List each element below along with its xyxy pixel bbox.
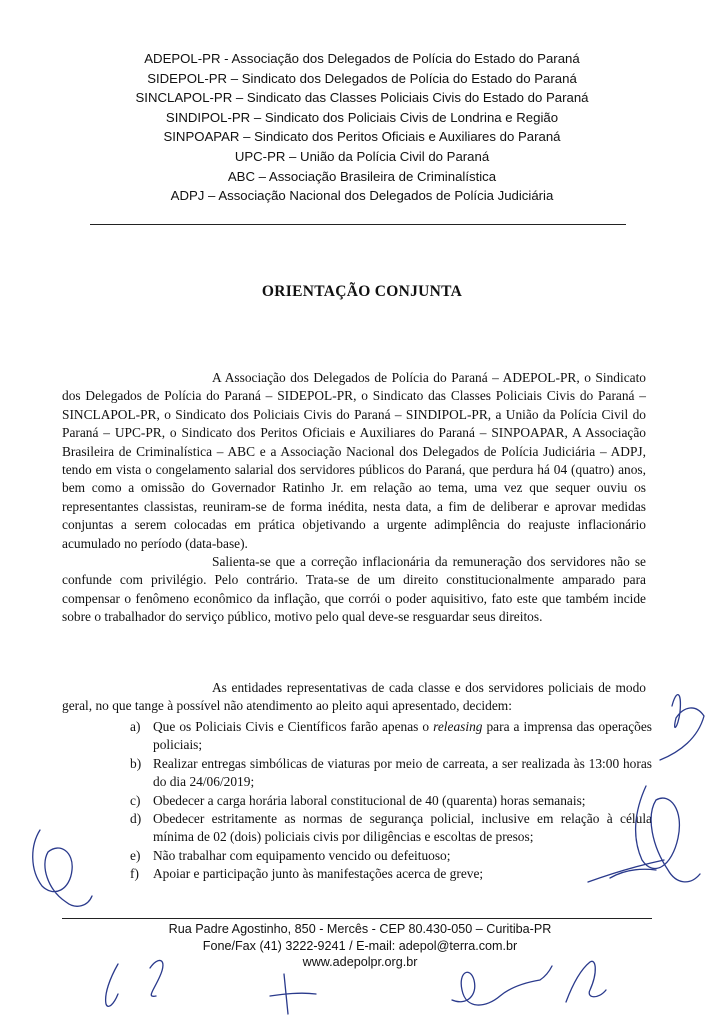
paragraph-salienta: Salienta-se que a correção inflacionária da remuneração dos servidores não se confunde com privilégio. Pelo contrário. Trata-se de um direito constitucionalmente amparado para compensar o fenômeno econômico da inflação, que corrói o poder aquisitivo, fato este que também incide sobre o trabalhador do serviço público, motivo pelo qual deve-se resguardar seus direitos.: [62, 554, 646, 625]
list-marker: d): [130, 811, 142, 827]
intro-paragraph-block: [62, 369, 646, 627]
decision-list: [62, 718, 652, 884]
list-marker: f): [130, 866, 139, 882]
initial-right-margin: [660, 695, 704, 760]
paragraph-decidem: As entidades representativas de cada classe e dos servidores policiais de modo geral, no que tange à possível não atendimento ao pleito aqui apresentado, decidem:: [62, 680, 646, 714]
letterhead-line-sinclapol: SINCLAPOL-PR – Sindicato das Classes Policiais Civis do Estado do Paraná: [135, 90, 589, 106]
letterhead-line-sidepol: SIDEPOL-PR – Sindicato dos Delegados de Polícia do Estado do Paraná: [147, 70, 577, 86]
footer-website: www.adepolpr.org.br: [302, 955, 418, 970]
header-divider: [90, 224, 626, 225]
list-marker: b): [130, 755, 142, 771]
initial-bottom-cross: [270, 974, 316, 1014]
footer-divider: [62, 918, 652, 919]
footer-address: Rua Padre Agostinho, 850 - Mercês - CEP 80.430-050 – Curitiba-PR: [168, 922, 552, 936]
letterhead-line-abc: ABC – Associação Brasileira de Criminalística: [227, 168, 497, 184]
letterhead-line-adepol: ADEPOL-PR - Associação dos Delegados de Polícia do Estado do Paraná: [144, 51, 580, 66]
initial-bottom-signature: [452, 966, 552, 1005]
list-item: e) Não trabalhar com equipamento vencido ou defeituoso;: [62, 847, 652, 865]
list-marker: e): [130, 847, 141, 863]
letterhead: [60, 49, 664, 206]
footer: [150, 921, 570, 971]
list-item: a) Que os Policiais Civis e Científicos farão apenas o releasing para a imprensa das operações policiais;: [130, 719, 653, 753]
letterhead-line-adpj: ADPJ – Associação Nacional dos Delegados de Polícia Judiciária: [170, 188, 554, 204]
decision-paragraph-block: [62, 679, 646, 716]
letterhead-line-sindipol: SINDIPOL-PR – Sindicato dos Policiais Civis de Londrina e Região: [165, 109, 559, 125]
list-item: b) Realizar entregas simbólicas de viaturas por meio de carreata, a ser realizada às 13:00 horas do dia 24/06/2019;: [130, 755, 652, 790]
list-item: f) Apoiar e participação junto às manifestações acerca de greve;: [62, 865, 652, 883]
paragraph-intro: A Associação dos Delegados de Polícia do Paraná – ADEPOL-PR, o Sindicato dos Delegados de Polícia do Paraná – SIDEPOL-PR, o Sindicato das Classes Policiais Civis do Paraná – SINCLAPOL-PR, o Sindicato dos Policiais Civis do Paraná – SINDIPOL-PR, a União da Polícia Civil do Paraná – UPC-PR, o Sindicato dos Peritos Oficiais e Auxiliares do Paraná – SINPOAPAR, A Associação Brasileira de Criminalística – ABC e a Associação Nacional dos Delegados de Polícia Judiciária – ADPJ, tendo em vista o congelamento salarial dos servidores públicos do Paraná, que perdura há 04 (quatro) anos, bem como a omissão do Governador Ratinho Jr. em relação ao tema, uma vez que sequer ouviu os representantes classistas, reuniram-se de forma inédita, nesta data, a fim de deliberar e aprovar medidas conjuntas a serem colocadas em prática objetivando a urgente adimplência do reajuste inflacionário acumulado no período (data-base).: [62, 370, 646, 551]
list-item: c) Obedecer a carga horária laboral constitucional de 40 (quarenta) horas semanais;: [62, 792, 652, 810]
document-title: ORIENTAÇÃO CONJUNTA: [261, 283, 463, 300]
list-item: d) Obedecer estritamente as normas de segurança policial, inclusive em relação à célula mínima de 02 (dois) policiais civis por diligências e escoltas de presos;: [130, 811, 652, 845]
list-marker: a): [130, 719, 141, 734]
footer-contact: Fone/Fax (41) 3222-9241 / E-mail: adepol@terra.com.br: [202, 938, 518, 953]
letterhead-line-upc: UPC-PR – União da Polícia Civil do Paraná: [234, 148, 490, 164]
initial-bottom-right: [566, 961, 606, 1002]
list-marker: c): [130, 792, 141, 808]
letterhead-line-sinpoapar: SINPOAPAR – Sindicato dos Peritos Oficiais e Auxiliares do Paraná: [163, 129, 561, 145]
